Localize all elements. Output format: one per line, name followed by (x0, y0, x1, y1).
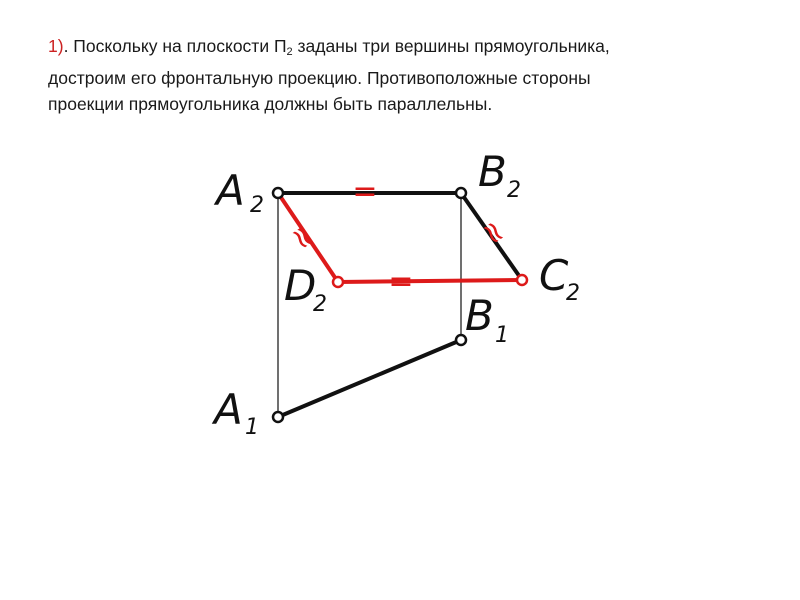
label-b1-index: 1 (495, 323, 509, 348)
edge-a1-b1 (278, 340, 461, 417)
line1-start: . Поскольку на плоскости П (63, 36, 287, 56)
point-c2 (517, 275, 527, 285)
line3: проекции прямоугольника должны быть параллельны. (48, 94, 493, 114)
label-a2-index: 2 (250, 193, 264, 218)
label-b1: B (465, 291, 494, 340)
label-a1: A (214, 385, 243, 434)
label-c2: C (539, 251, 569, 300)
line2: достроим его фронтальную проекцию. Противоположные стороны (48, 68, 591, 88)
equal-mark-bottom: = (388, 264, 414, 299)
parallel-mark-left: ≈ (280, 217, 324, 258)
point-b2 (456, 188, 466, 198)
step-number: 1) (48, 36, 64, 56)
parallel-mark-right: ≈ (471, 212, 515, 254)
line1-end: заданы три вершины прямоугольника, (292, 36, 610, 56)
label-b2-index: 2 (507, 178, 521, 203)
label-a2: A (216, 166, 245, 215)
label-d2: D (284, 261, 317, 310)
plane-index: 2 (286, 46, 293, 58)
point-d2 (333, 277, 343, 287)
equal-mark-top: = (352, 174, 378, 209)
label-b2: B (478, 147, 507, 196)
edge-d2-c2 (338, 280, 522, 282)
point-a1 (273, 412, 283, 422)
label-a1-index: 1 (245, 415, 259, 440)
point-a2 (273, 188, 283, 198)
label-d2-index: 2 (313, 292, 327, 317)
label-c2-index: 2 (566, 281, 580, 306)
